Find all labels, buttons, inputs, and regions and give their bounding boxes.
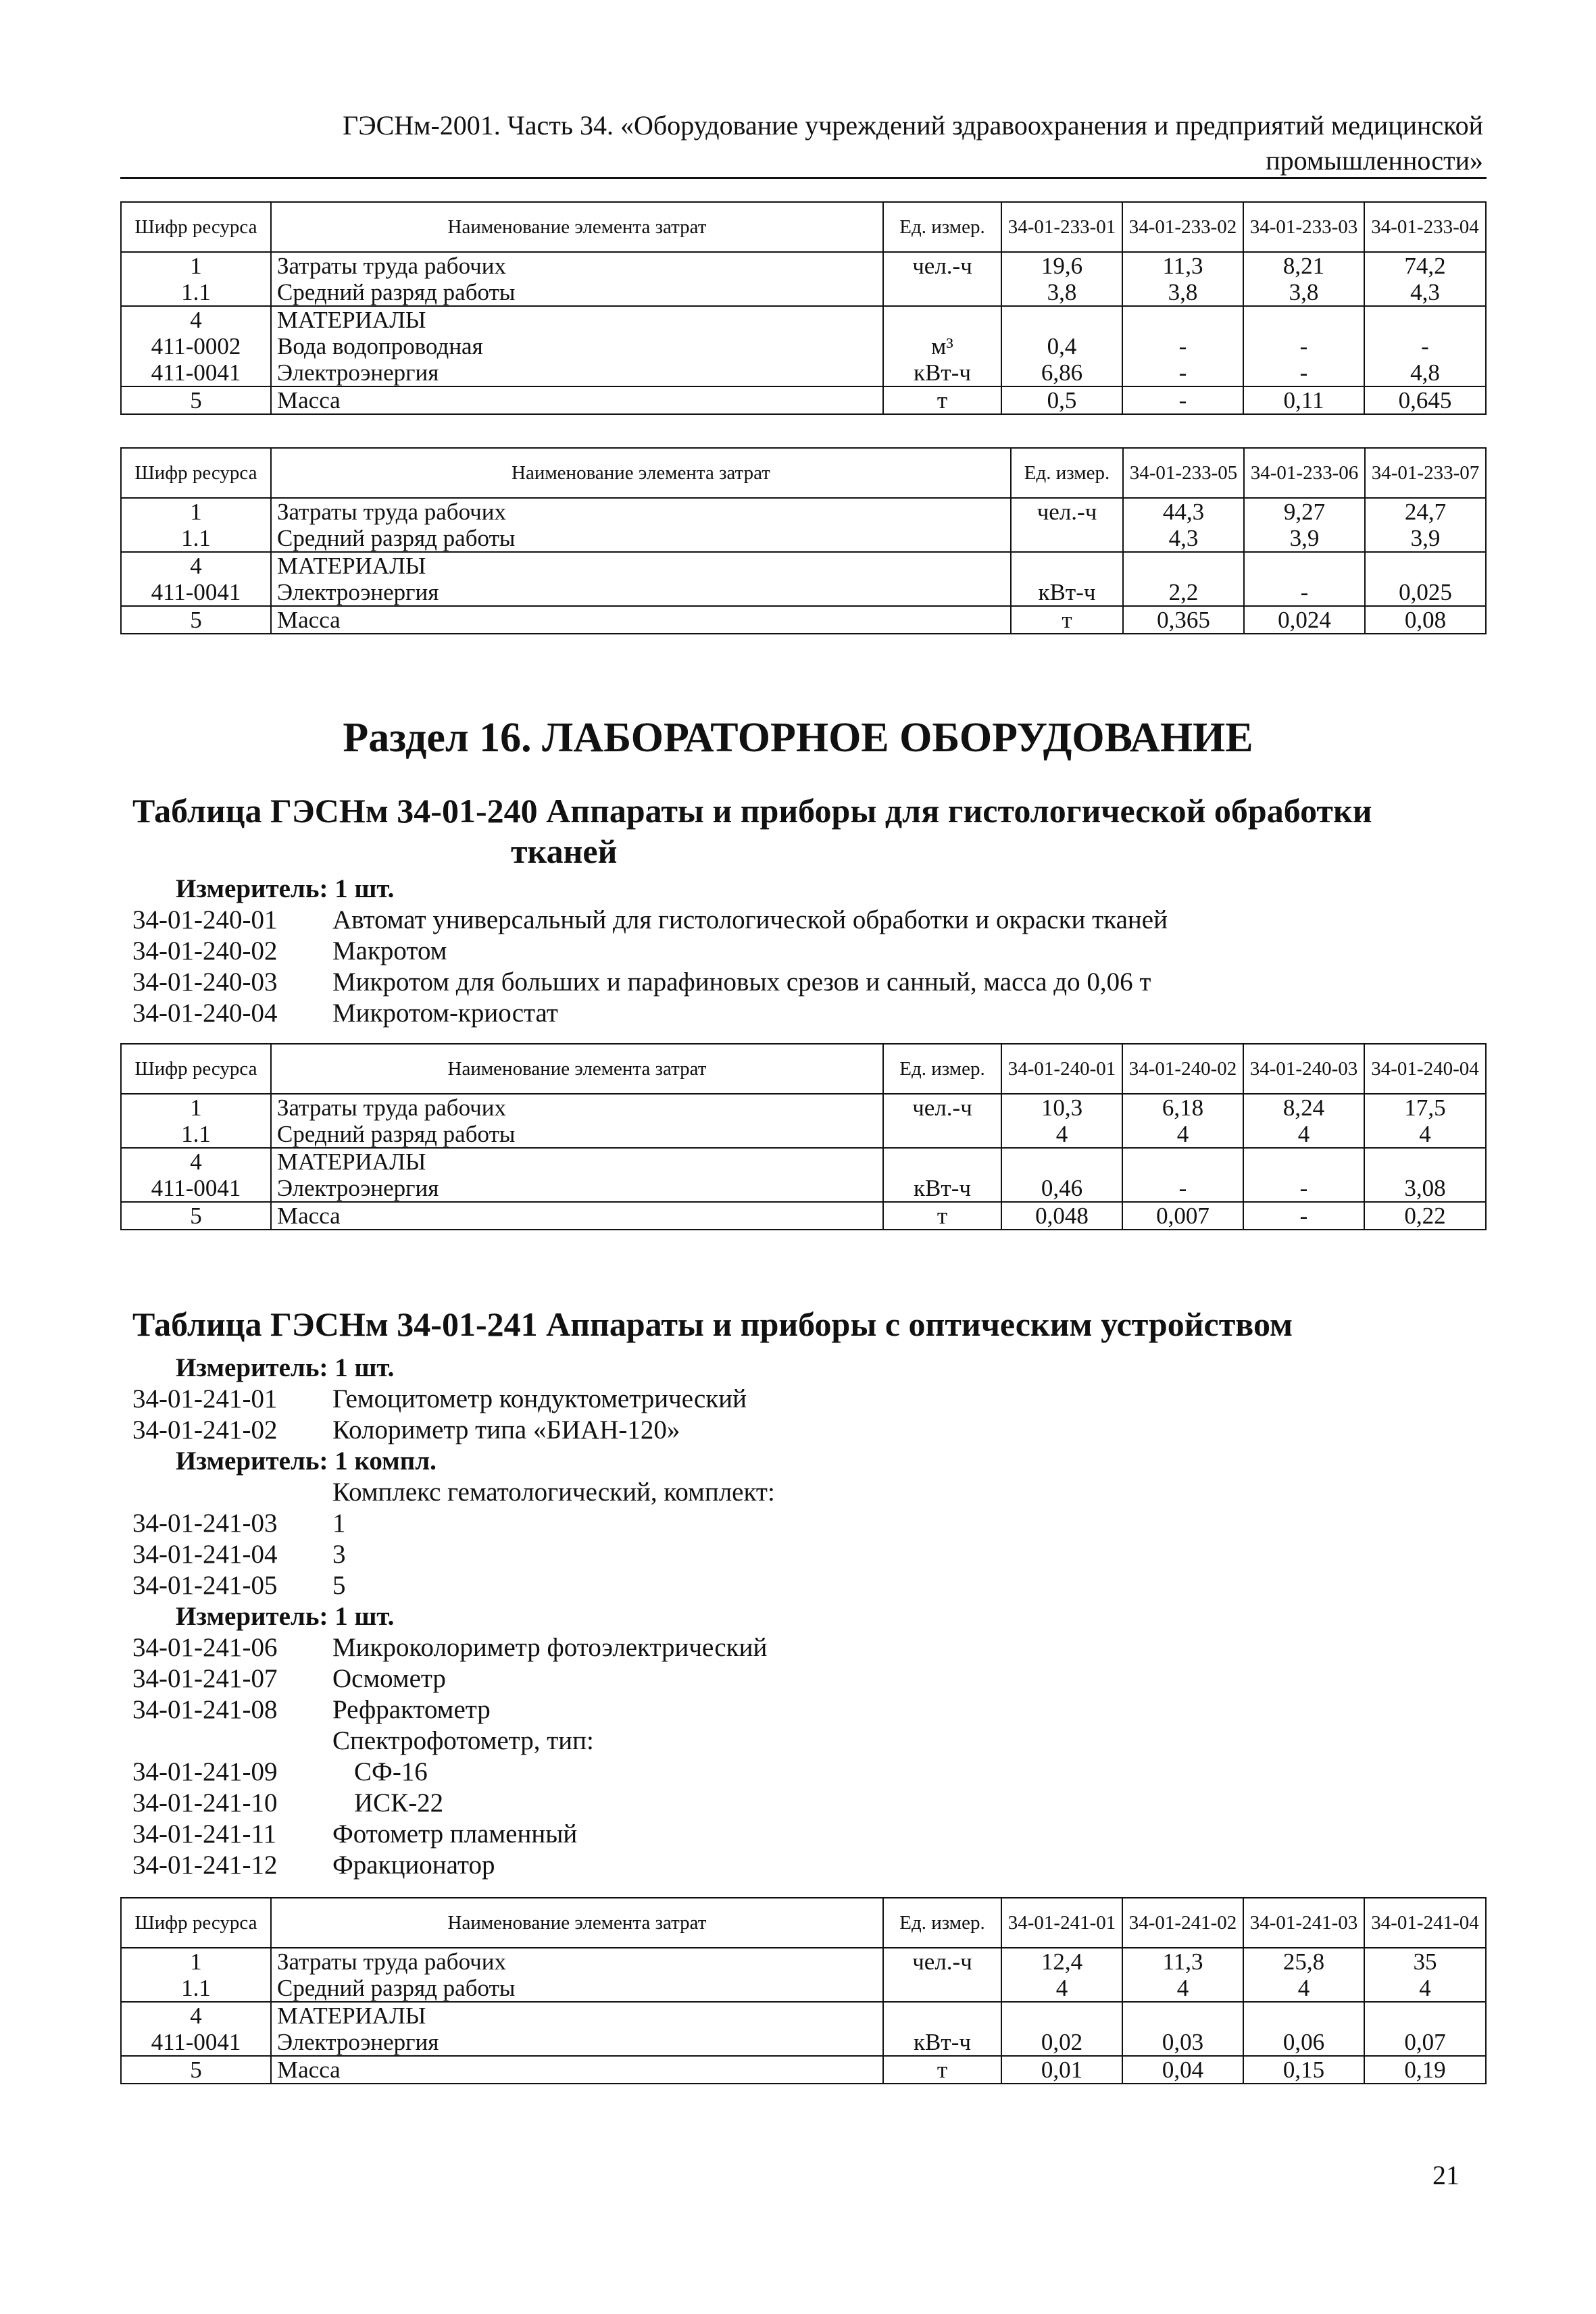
resource-code: 5 [121,1202,271,1230]
value [1243,2002,1364,2029]
value: - [1122,1175,1243,1202]
value: 12,4 [1001,1948,1122,1975]
item-name: Осмометр [332,1664,446,1693]
value [1001,2002,1122,2029]
value: 4 [1364,1121,1486,1148]
value: 0,645 [1364,386,1486,414]
column-header: 34-01-240-01 [1001,1044,1122,1094]
unit [883,1148,1001,1175]
column-header: 34-01-233-01 [1001,202,1122,252]
measure-label: Измеритель: 1 компл. [176,1447,437,1476]
value: - [1243,333,1364,359]
item-name: ИСК-22 [354,1788,444,1817]
table-row [121,386,1486,414]
cost-name: Масса [271,2056,883,2084]
cost-name: Электроэнергия [271,359,883,386]
item-code: 34-01-240-03 [132,967,278,997]
name-header: Наименование элемента затрат [271,1044,883,1094]
header-line-2: промышленности» [1266,145,1483,176]
unit: чел.-ч [883,1948,1001,1975]
value: 4 [1122,1121,1243,1148]
unit: кВт-ч [1011,579,1123,606]
value: 74,2 [1364,252,1486,279]
section-title: Раздел 16. ЛАБОРАТОРНОЕ ОБОРУДОВАНИЕ [343,715,1253,761]
value [1243,306,1364,333]
column-header: 34-01-241-02 [1122,1898,1243,1948]
column-header: 34-01-233-06 [1244,448,1365,498]
group-label: Спектрофотометр, тип: [332,1726,594,1755]
list-item [132,1663,446,1694]
cost-name: МАТЕРИАЛЫ [271,1148,883,1175]
measure-label: Измеритель: 1 шт. [176,1602,395,1631]
value: 0,025 [1365,579,1486,606]
table-row [121,333,1486,359]
column-header: 34-01-240-03 [1243,1044,1364,1094]
value: 0,048 [1001,1202,1122,1230]
item-name: 1 [332,1509,346,1538]
item-code: 34-01-241-04 [132,1540,278,1569]
resource-code: 4 [121,1148,271,1175]
unit: т [883,2056,1001,2084]
unit: кВт-ч [883,1175,1001,1202]
value: 24,7 [1365,498,1486,525]
value: 3,8 [1122,279,1243,306]
value: 11,3 [1122,1948,1243,1975]
table-row [121,1148,1486,1175]
column-header: 34-01-233-04 [1364,202,1486,252]
value: 4 [1122,1975,1243,2002]
resource-code: 1 [121,252,271,279]
list-item [132,967,1151,998]
item-name: Рефрактометр [332,1695,491,1724]
resource-table-233-a [120,201,1487,415]
value: 3,9 [1365,525,1486,552]
resource-code: 411-0041 [121,2029,271,2056]
resource-code: 4 [121,306,271,333]
unit: чел.-ч [1011,498,1123,525]
unit [1011,552,1123,579]
value [1365,552,1486,579]
value: - [1122,333,1243,359]
value: 10,3 [1001,1094,1122,1121]
value: - [1243,1202,1364,1230]
resource-table-233-b [120,447,1487,634]
cost-name: Средний разряд работы [271,525,1011,552]
value: 4,8 [1364,359,1486,386]
table-row [121,1948,1486,1975]
resource-code: 1 [121,1094,271,1121]
value: 6,18 [1122,1094,1243,1121]
cost-name: Масса [271,386,883,414]
code-header: Шифр ресурса [121,1044,271,1094]
list-item [132,1508,346,1539]
cost-name: Средний разряд работы [271,1975,883,2002]
list-item [132,1384,747,1415]
table-row [121,359,1486,386]
resource-code: 5 [121,606,271,634]
item-code: 34-01-241-10 [132,1788,278,1817]
value: 0,07 [1364,2029,1486,2056]
unit: т [1011,606,1123,634]
item-code: 34-01-241-09 [132,1757,278,1786]
item-name: Гемоцитометр кондуктометрический [332,1384,747,1413]
item-name: Автомат универсальный для гистологической обработки и окраски тканей [332,905,1168,934]
cost-name: Электроэнергия [271,579,1011,606]
table-row [121,498,1486,525]
resource-code: 5 [121,2056,271,2084]
cost-name: Электроэнергия [271,2029,883,2056]
header-rule [120,177,1487,179]
item-name: Макротом [332,936,447,965]
cost-name: Средний разряд работы [271,279,883,306]
table-row [121,252,1486,279]
unit: м³ [883,333,1001,359]
item-name: 5 [332,1571,346,1600]
column-header: 34-01-241-03 [1243,1898,1364,1948]
measure-label: Измеритель: 1 шт. [176,1353,395,1382]
unit [883,1121,1001,1148]
list-item [132,1415,680,1446]
unit [1011,525,1123,552]
cost-name: Затраты труда рабочих [271,252,883,279]
item-code: 34-01-241-12 [132,1851,278,1880]
column-header: 34-01-233-07 [1365,448,1486,498]
item-name: Фракционатор [332,1851,495,1880]
cost-name: Затраты труда рабочих [271,498,1011,525]
value: 0,04 [1122,2056,1243,2084]
column-header: 34-01-241-01 [1001,1898,1122,1948]
unit-header: Ед. измер. [1011,448,1123,498]
item-name: 3 [332,1540,346,1569]
value: 0,365 [1123,606,1244,634]
value: 0,024 [1244,606,1365,634]
item-code: 34-01-241-08 [132,1695,278,1724]
value: 6,86 [1001,359,1122,386]
table-row [121,279,1486,306]
value: 3,8 [1243,279,1364,306]
cost-name: Масса [271,606,1011,634]
unit-header: Ед. измер. [883,202,1001,252]
unit-header: Ед. измер. [883,1898,1001,1948]
resource-table-240 [120,1043,1487,1230]
header-line-1: ГЭСНм-2001. Часть 34. «Оборудование учреждений здравоохранения и предприятий медицинской [343,110,1483,141]
unit: т [883,1202,1001,1230]
running-header [284,108,1483,178]
value: 0,46 [1001,1175,1122,1202]
table-row [121,1975,1486,2002]
table-row [121,525,1486,552]
table-row [121,1202,1486,1230]
resource-code: 1.1 [121,279,271,306]
list-item [132,1632,767,1663]
resource-code: 1 [121,1948,271,1975]
code-header: Шифр ресурса [121,202,271,252]
table-row [121,2056,1486,2084]
column-header: 34-01-241-04 [1364,1898,1486,1948]
page-number: 21 [1432,2160,1460,2190]
cost-name: МАТЕРИАЛЫ [271,552,1011,579]
value: - [1243,1175,1364,1202]
list-item [132,936,447,967]
resource-table-241 [120,1897,1487,2084]
value: 3,08 [1364,1175,1486,1202]
column-header: 34-01-240-02 [1122,1044,1243,1094]
value: 4 [1243,1121,1364,1148]
value: 4,3 [1123,525,1244,552]
value: 44,3 [1123,498,1244,525]
value: - [1122,359,1243,386]
value: 0,15 [1243,2056,1364,2084]
value: 0,007 [1122,1202,1243,1230]
value [1122,1148,1243,1175]
value [1001,306,1122,333]
item-name: Фотометр пламенный [332,1819,578,1848]
group-label: Комплекс гематологический, комплект: [332,1478,775,1507]
unit: т [883,386,1001,414]
value: - [1122,386,1243,414]
table-row [121,1175,1486,1202]
item-name: Микротом-криостат [332,999,558,1028]
table-row [121,2002,1486,2029]
value: 0,11 [1243,386,1364,414]
column-header: 34-01-233-05 [1123,448,1244,498]
value: 4 [1001,1975,1122,2002]
table-row [121,606,1486,634]
item-code: 34-01-241-03 [132,1509,278,1538]
value: 0,4 [1001,333,1122,359]
item-code: 34-01-241-05 [132,1571,278,1600]
unit: кВт-ч [883,2029,1001,2056]
value: 0,19 [1364,2056,1486,2084]
table-row [121,306,1486,333]
value [1244,552,1365,579]
item-code: 34-01-240-01 [132,905,278,934]
item-code: 34-01-240-02 [132,936,278,965]
cost-name: МАТЕРИАЛЫ [271,306,883,333]
unit [883,2002,1001,2029]
cost-name: Затраты труда рабочих [271,1948,883,1975]
value [1364,2002,1486,2029]
item-code: 34-01-241-07 [132,1664,278,1693]
table-240-title [132,790,1416,872]
column-header: 34-01-233-02 [1122,202,1243,252]
value: 4,3 [1364,279,1486,306]
unit [883,279,1001,306]
list-item [132,1819,577,1850]
value: 0,03 [1122,2029,1243,2056]
value: 0,06 [1243,2029,1364,2056]
cost-name: Электроэнергия [271,1175,883,1202]
item-name: Колориметр типа «БИАН-120» [332,1415,680,1444]
table-row [121,579,1486,606]
value [1122,306,1243,333]
value [1364,1148,1486,1175]
table-row [121,1121,1486,1148]
item-code: 34-01-241-11 [132,1819,277,1848]
list-item [132,1694,491,1726]
value: 0,5 [1001,386,1122,414]
resource-code: 4 [121,2002,271,2029]
cost-name: Средний разряд работы [271,1121,883,1148]
measure-label: Измеритель: 1 шт. [176,874,395,903]
list-item [132,1570,346,1601]
list-item [132,1757,428,1788]
list-item [132,1850,495,1881]
value: - [1243,359,1364,386]
unit: чел.-ч [883,252,1001,279]
value [1001,1148,1122,1175]
unit: кВт-ч [883,359,1001,386]
resource-code: 1.1 [121,525,271,552]
name-header: Наименование элемента затрат [271,448,1011,498]
value: 17,5 [1364,1094,1486,1121]
value: 0,22 [1364,1202,1486,1230]
item-code: 34-01-241-02 [132,1415,278,1444]
cost-name: МАТЕРИАЛЫ [271,2002,883,2029]
table-240-title-line2: тканей [511,832,618,870]
value [1123,552,1244,579]
value: - [1364,333,1486,359]
code-header: Шифр ресурса [121,1898,271,1948]
value: 35 [1364,1948,1486,1975]
resource-code: 411-0002 [121,333,271,359]
code-header: Шифр ресурса [121,448,271,498]
table-row [121,1094,1486,1121]
name-header: Наименование элемента затрат [271,202,883,252]
unit [883,1975,1001,2002]
value: 2,2 [1123,579,1244,606]
value: 0,02 [1001,2029,1122,2056]
cost-name: Масса [271,1202,883,1230]
unit: чел.-ч [883,1094,1001,1121]
value: 11,3 [1122,252,1243,279]
item-name: Микроколориметр фотоэлектрический [332,1633,768,1662]
value: 8,21 [1243,252,1364,279]
value: 8,24 [1243,1094,1364,1121]
resource-code: 411-0041 [121,1175,271,1202]
table-241-title: Таблица ГЭСНм 34-01-241 Аппараты и приборы с оптическим устройством [132,1305,1293,1343]
resource-code: 1.1 [121,1121,271,1148]
value: 4 [1243,1975,1364,2002]
item-name: Микротом для больших и парафиновых срезов и санный, масса до 0,06 т [332,967,1151,997]
table-row [121,2029,1486,2056]
list-item [132,998,558,1029]
column-header: 34-01-233-03 [1243,202,1364,252]
item-code: 34-01-241-01 [132,1384,278,1413]
table-row [121,552,1486,579]
cost-name: Затраты труда рабочих [271,1094,883,1121]
item-code: 34-01-241-06 [132,1633,278,1662]
resource-code: 411-0041 [121,359,271,386]
value: 4 [1001,1121,1122,1148]
column-header: 34-01-240-04 [1364,1044,1486,1094]
resource-code: 1 [121,498,271,525]
value: 25,8 [1243,1948,1364,1975]
value [1243,1148,1364,1175]
list-item [132,1539,346,1570]
value: 0,01 [1001,2056,1122,2084]
resource-code: 4 [121,552,271,579]
resource-code: 411-0041 [121,579,271,606]
value: - [1244,579,1365,606]
list-item [132,905,1168,936]
item-code: 34-01-240-04 [132,999,278,1028]
name-header: Наименование элемента затрат [271,1898,883,1948]
cost-name: Вода водопроводная [271,333,883,359]
list-item [132,1788,443,1819]
value [1364,306,1486,333]
unit [883,306,1001,333]
item-name: СФ-16 [354,1757,428,1786]
value: 19,6 [1001,252,1122,279]
resource-code: 5 [121,386,271,414]
value [1122,2002,1243,2029]
resource-code: 1.1 [121,1975,271,2002]
value: 9,27 [1244,498,1365,525]
value: 3,8 [1001,279,1122,306]
unit-header: Ед. измер. [883,1044,1001,1094]
value: 4 [1364,1975,1486,2002]
value: 0,08 [1365,606,1486,634]
value: 3,9 [1244,525,1365,552]
table-240-title-line1: Таблица ГЭСНм 34-01-240 Аппараты и приборы для гистологической обработки [132,792,1372,830]
